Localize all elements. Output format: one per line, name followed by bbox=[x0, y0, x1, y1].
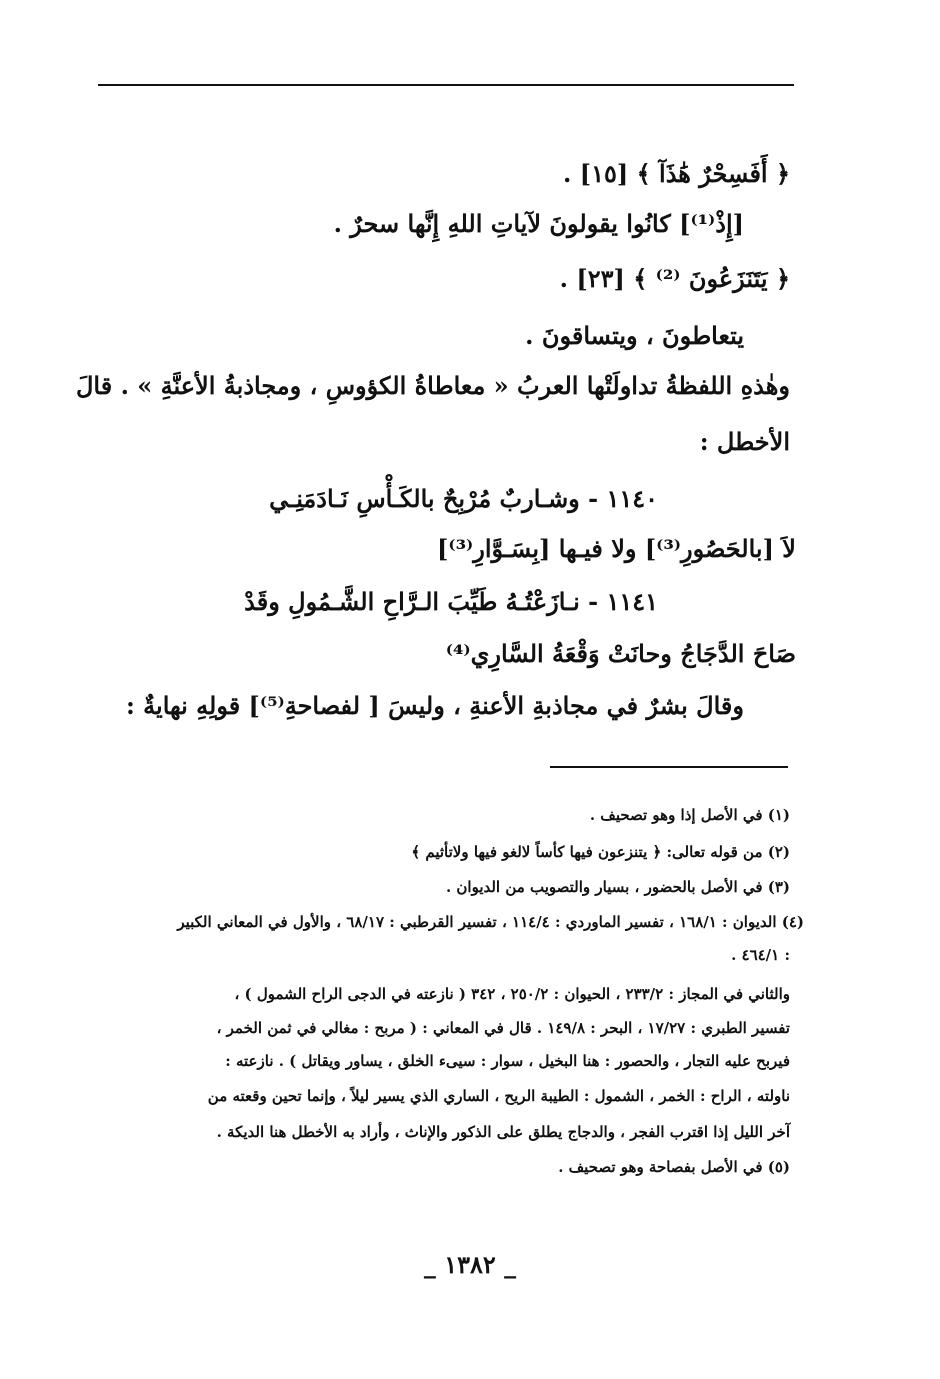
footnote-4-cont-4: فيربح عليه التجار ، والحصور : هنا البخيل ، سوار : سيىء الخلق ، يساور ويقاتل ) . نازعته : bbox=[225, 1052, 790, 1070]
poem-verse-1140-a: ١١٤٠ - وشـاربٌ مُرْبِحٌ بالكَـأْسِ نَـادَمَنِـي bbox=[269, 484, 658, 513]
footnote-4-cont-5: ناولته ، الراح : الخمر ، الشمول : الطيبة الريح ، الساري الذي يسير ليلاً ، وإنما تحين وقعته من bbox=[207, 1087, 790, 1105]
poem-verse-1141-a: ١١٤١ - نـازَعْتُـهُ طَيِّبَ الـرَّاحِ الشَّـمُولِ وقَدْ bbox=[244, 587, 658, 616]
footnote-4-cont-6: آخر الليل إذا اقترب الفجر ، والدجاج يطلق على الذكور والإناث ، وأراد به الأخطل هنا الديكة . bbox=[216, 1123, 790, 1141]
header-rule bbox=[98, 84, 794, 86]
commentary-line-4: الأخطل : bbox=[699, 427, 790, 456]
footnote-3: (٣) في الأصل بالحضور ، بسيار والتصويب من الديوان . bbox=[445, 878, 790, 896]
footnote-5: (٥) في الأصل بفصاحة وهو تصحيف . bbox=[558, 1158, 790, 1176]
footnote-1: (١) في الأصل إذا وهو تصحيف . bbox=[589, 806, 790, 824]
footnote-2: (٢) من قوله تعالى: ﴿ يتنزعون فيها كأساً لالغو فيها ولاتأثيم ﴾ bbox=[411, 843, 790, 861]
commentary-line-1: [إِذْ⁽¹⁾] كانُوا يقولونَ لآياتِ اللهِ إِنَّها سحرٌ . bbox=[333, 209, 744, 238]
page-number: _ ١٣٨٢ _ bbox=[423, 1250, 517, 1279]
footnote-4-cont-1: : ٤٦٤/١ . bbox=[731, 946, 790, 964]
quran-verse-15: ﴿ أَفَسِحْرٌ هَٰذَآ ﴾ [١٥] . bbox=[563, 159, 790, 188]
poem-verse-1141-b: صَاحَ الدَّجَاجُ وحانَتْ وَقْعَةُ السَّارِي⁽⁴⁾ bbox=[445, 639, 796, 668]
footnote-4-cont-3: تفسير الطبري : ١٧/٢٧ ، البحر : ١٤٩/٨ . قال في المعاني : ( مربح : مغالي في ثمن الخمر ، bbox=[216, 1019, 790, 1037]
commentary-line-5: وقالَ بشرٌ في مجاذبةِ الأعنةِ ، وليسَ [ لفصاحةِ⁽⁵⁾] قولِهِ نهايةٌ : bbox=[125, 691, 744, 720]
quran-verse-23: ﴿ يَتَنَزَعُونَ ⁽²⁾ ﴾ [٢٣] . bbox=[559, 264, 790, 293]
commentary-line-3: وهٰذهِ اللفظةُ تداولَتْها العربُ « معاطاةُ الكؤوسِ ، ومجاذبةُ الأعنَّةِ » . قالَ bbox=[75, 371, 790, 400]
footnote-4: (٤) الديوان : ١٦٨/١ ، تفسير الماوردي : ١١٤/٤ ، تفسير القرطبي : ٦٨/١٧ ، والأول في المعاني الكبير bbox=[177, 913, 804, 931]
poem-verse-1140-b: لاَ [بالحَصُورِ⁽³⁾] ولا فيـها [بِسَـوَّارِ⁽³⁾] bbox=[437, 534, 796, 563]
commentary-line-2: يتعاطونَ ، ويتساقونَ . bbox=[525, 321, 744, 350]
footnote-4-cont-2: والثاني في المجاز : ٢٣٣/٢ ، الحيوان : ٢٥٠/٢ ، ٣٤٢ ( نازعته في الدجى الراح الشمول ) ، bbox=[234, 985, 790, 1003]
footnote-rule bbox=[550, 766, 788, 768]
